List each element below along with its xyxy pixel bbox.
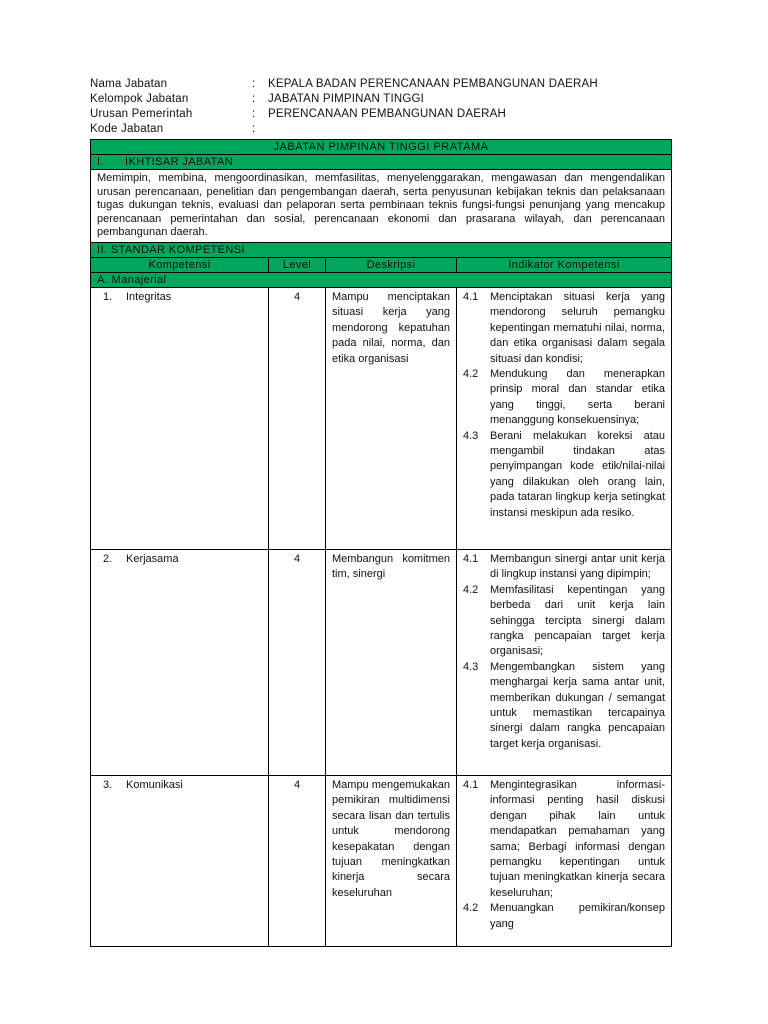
indicator-number: 4.3 [463, 660, 479, 673]
deskripsi-cell: Membangun komitmen tim, sinergi [326, 549, 457, 775]
header-row-urusan-pemerintah [90, 107, 680, 122]
level-cell: 4 [269, 775, 326, 946]
indicator-text: Mengintegrasikan informasi-informasi penting hasil diskusi dengan pihak lain untuk mendapatkan pemahaman yang sama; Berbagi informasi dengan pemangku kepentingan untuk tujuan meningkatkan kinerja secara keseluruhan; [490, 778, 666, 899]
section-standar: II. STANDAR KOMPETENSI [91, 242, 672, 257]
indicator-text: Mengembangkan sistem yang menghargai kerja sama antar unit, memberikan dukungan / semangat untuk memastikan tercapainya sinergi dalam rangka pencapaian target kerja organisasi. [490, 660, 666, 750]
header-label: Urusan Pemerintah [90, 108, 193, 120]
level-cell: 4 [269, 287, 326, 549]
indicator-number: 4.3 [463, 429, 479, 442]
group-manajerial: A. Manajerial [91, 272, 672, 287]
indicator-text: Berani melakukan koreksi atau mengambil tindakan atas penyimpangan kode etik/nilai-nilai yang dilakukan oleh orang lain, pada tataran lingkup kerja setingkat instansi meskipun ada resiko. [490, 429, 666, 519]
header-colon: : [252, 123, 256, 135]
indicator-text: Memfasilitasi kepentingan yang berbeda dari unit kerja lain sehingga tercipta sinergi dalam rangka pencapaian target kerja organisasi; [490, 583, 666, 658]
table-title-row [91, 140, 672, 155]
indicator-item [463, 901, 665, 932]
row-number: 1. [103, 290, 113, 303]
indicator-text: Menciptakan situasi kerja yang mendorong seluruh pemangku kepentingan mematuhi nilai, norma, dan etika organisasi dalam segala situasi dan kondisi; [490, 290, 666, 365]
indicator-item [463, 367, 665, 429]
section-standar-row [91, 242, 672, 257]
row-number: 3. [103, 778, 113, 791]
indicator-item [463, 660, 665, 752]
header-colon: : [252, 78, 256, 90]
competency-table [90, 139, 672, 947]
indicator-item [463, 552, 665, 583]
kompetensi-name: Komunikasi [126, 778, 183, 791]
column-header-deskripsi: Deskripsi [326, 257, 457, 272]
column-header-indikator: Indikator Kompetensi [457, 257, 672, 272]
kompetensi-name: Integritas [126, 290, 172, 303]
header-value: JABATAN PIMPINAN TINGGI [268, 93, 425, 105]
indicator-item [463, 429, 665, 521]
indicator-item [463, 778, 665, 901]
kompetensi-cell [91, 549, 269, 775]
kompetensi-name: Kerjasama [126, 552, 179, 565]
indicator-number: 4.1 [463, 290, 479, 303]
header-label: Nama Jabatan [90, 78, 168, 90]
indicator-number: 4.2 [463, 583, 479, 596]
header-value: KEPALA BADAN PERENCANAAN PEMBANGUNAN DAERAH [268, 78, 598, 90]
indicator-text: Menuangkan pemikiran/konsep yang [490, 902, 666, 930]
indicator-text: Membangun sinergi antar unit kerja di lingkup instansi yang dipimpin; [490, 552, 666, 581]
table-row [91, 775, 672, 946]
indikator-cell [457, 549, 672, 775]
deskripsi-cell: Mampu mengemukakan pemikiran multidimensi secara lisan dan tertulis untuk mendorong kesepakatan dengan tujuan meningkatkan kinerja secara keseluruhan [326, 775, 457, 946]
header-label: Kelompok Jabatan [90, 93, 189, 105]
table-title: JABATAN PIMPINAN TINGGI PRATAMA [91, 140, 672, 155]
indicator-text: Mendukung dan menerapkan prinsip moral dan standar etika yang tinggi, serta berani menanggung konsekuensinya; [490, 368, 666, 427]
header-value: PERENCANAAN PEMBANGUNAN DAERAH [268, 108, 506, 120]
indicator-number: 4.1 [463, 552, 479, 565]
kompetensi-cell [91, 775, 269, 946]
header-row-kode-jabatan [90, 122, 680, 137]
header-label: Kode Jabatan [90, 123, 164, 135]
header-row-nama-jabatan [90, 77, 680, 92]
column-header-level: Level [269, 257, 326, 272]
indikator-cell [457, 775, 672, 946]
section-ikhtisar [91, 155, 672, 170]
indicator-number: 4.1 [463, 778, 479, 791]
section-number: I. [97, 156, 104, 168]
indikator-cell [457, 287, 672, 549]
header-colon: : [252, 108, 256, 120]
header-row-kelompok-jabatan [90, 92, 680, 107]
indicator-item [463, 290, 665, 367]
table-row [91, 287, 672, 549]
summary-row [91, 170, 672, 243]
indicator-number: 4.2 [463, 368, 479, 380]
row-number: 2. [103, 552, 113, 565]
indicator-number: 4.2 [463, 902, 479, 915]
section-label: IKHTISAR JABATAN [125, 156, 234, 168]
summary-text: Memimpin, membina, mengoordinasikan, memfasilitas, menyelenggarakan, mengawasan dan mengendalikan urusan perencanaan, penelitian dan pengembangan daerah, serta penyusunan kebijakan teknis dan pelaksanaan tugas dukungan teknis, evaluasi dan pelaporan serta pembinaan teknis fungsi-fungsi penunjang yang mencakup perencanaan pemerintahan dan sosial, perencanaan ekonomi dan prasarana wilayah, dan perencanaan pembangunan daerah. [91, 170, 672, 243]
indicator-item [463, 583, 665, 660]
deskripsi-cell: Mampu menciptakan situasi kerja yang mendorong kepatuhan pada nilai, norma, dan etika organisasi [326, 287, 457, 549]
kompetensi-cell [91, 287, 269, 549]
table-row [91, 549, 672, 775]
column-header-row [91, 257, 672, 272]
document-header [90, 77, 680, 137]
group-manajerial-row [91, 272, 672, 287]
column-header-kompetensi: Kompetensi [91, 257, 269, 272]
section-ikhtisar-row [91, 155, 672, 170]
level-cell: 4 [269, 549, 326, 775]
header-colon: : [252, 93, 256, 105]
